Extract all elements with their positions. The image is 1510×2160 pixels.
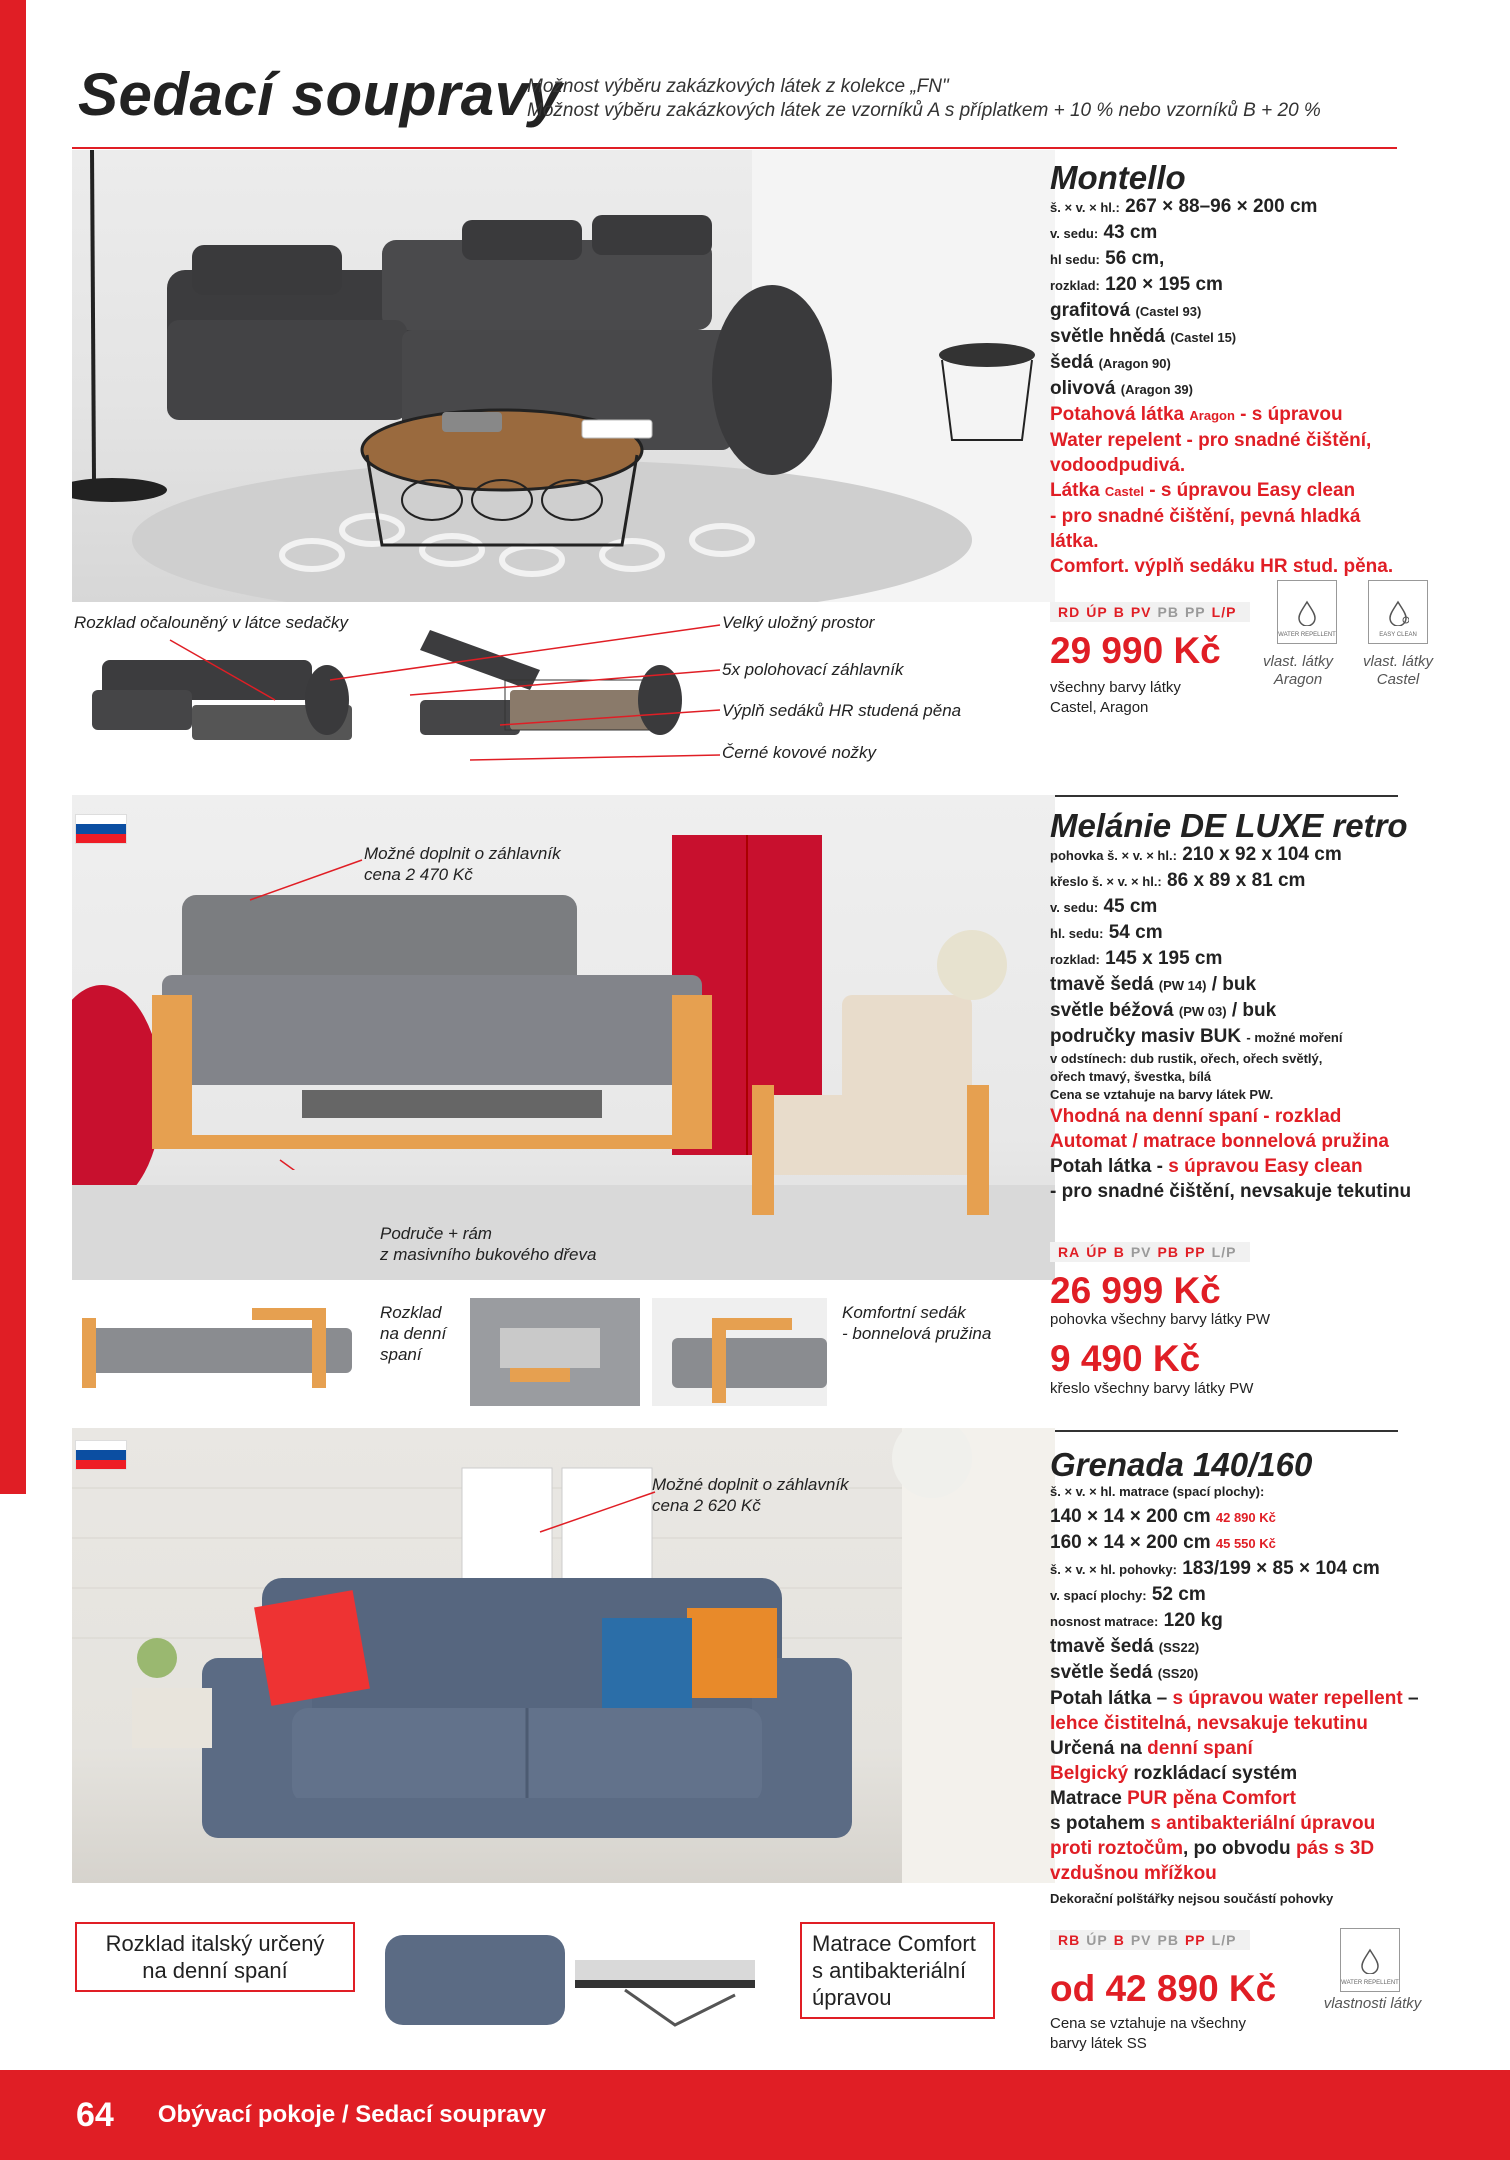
melanie-chair-price: 9 490 Kč xyxy=(1050,1338,1201,1379)
grenada-feature-7: proti roztočům, po obvodu pás s 3D xyxy=(1050,1838,1375,1859)
melanie-stain-1: v odstínech: dub rustik, ořech, ořech světlý, xyxy=(1050,1051,1323,1066)
melanie-feature-3: Potah látka - s úpravou Easy clean xyxy=(1050,1156,1363,1177)
grenada-feature-4: Belgický rozkládací systém xyxy=(1050,1763,1298,1784)
page-footer xyxy=(0,2070,1510,2160)
melanie-spec xyxy=(1050,807,1450,1204)
melanie-feature-2: Automat / matrace bonnelová pružina xyxy=(1050,1131,1389,1152)
grenada-price-note: Cena se vztahuje na všechny barvy látek SS xyxy=(1050,2015,1246,2052)
page-subtitle xyxy=(527,75,1321,123)
grenada-capacity: nosnost matrace: 120 kg xyxy=(1050,1610,1223,1631)
grenada-divider xyxy=(1050,1430,1398,1432)
grenada-box-bed: Rozklad italský určený na denní spaní xyxy=(75,1922,355,1992)
melanie-chair-dims: křeslo š. × v. × hl.: 86 x 89 x 81 cm xyxy=(1050,870,1306,891)
grenada-feature-1: Potah látka – s úpravou water repellent – xyxy=(1050,1688,1419,1709)
melanie-chair-price-note: křeslo všechny barvy látky PW xyxy=(1050,1380,1254,1397)
subtitle-line-1: Možnost výběru zakázkových látek z kolekce „FN" xyxy=(527,76,949,97)
montello-seat-depth: hl sedu: 56 cm, xyxy=(1050,248,1165,269)
grenada-mattress-160: 160 × 14 × 200 cm 45 550 Kč xyxy=(1050,1532,1276,1553)
page-title: Sedací soupravy xyxy=(78,61,563,128)
grenada-color-1: tmavě šedá (SS22) xyxy=(1050,1636,1200,1657)
melanie-stain-3: Cena se vztahuje na barvy látek PW. xyxy=(1050,1087,1274,1102)
melanie-caption-headrest: Možné doplnit o záhlavník cena 2 470 Kč xyxy=(364,844,561,884)
grenada-feature-3: Určená na denní spaní xyxy=(1050,1738,1253,1759)
montello-dims: š. × v. × hl.: 267 × 88–96 × 200 cm xyxy=(1050,196,1318,217)
montello-feature-4: Látka Castel - s úpravou Easy clean xyxy=(1050,480,1356,501)
montello-caption-legs: Černé kovové nožky xyxy=(722,743,877,762)
melanie-mechanism-photo xyxy=(470,1298,640,1406)
easy-clean-badge: EASY CLEAN xyxy=(1368,580,1428,644)
grenada-box-mattress: Matrace Comfort s antibakteriální úpravou xyxy=(800,1922,995,2019)
melanie-armrests: područky masiv BUK - možné moření xyxy=(1050,1026,1343,1047)
montello-price: 29 990 Kč xyxy=(1050,630,1221,671)
montello-feature-2: Water repelent - pro snadné čištění, xyxy=(1050,430,1372,451)
melanie-caption-seat: Komfortní sedák - bonnelová pružina xyxy=(842,1303,992,1343)
grenada-color-2: světle šedá (SS20) xyxy=(1050,1662,1199,1683)
grenada-bed-photo xyxy=(375,1905,785,2040)
grenada-badge-label: vlastnosti látky xyxy=(1323,1995,1422,2012)
slovakia-flag-grenada xyxy=(75,1440,127,1470)
grenada-spec xyxy=(1050,1446,1450,1911)
montello-callout-arrows xyxy=(80,615,800,780)
grenada-caption-headrest: Možné doplnit o záhlavník cena 2 620 Kč xyxy=(652,1475,849,1515)
montello-caption-rozklad: Rozklad očalouněný v látce sedačky xyxy=(74,613,349,632)
montello-seat-height: v. sedu: 43 cm xyxy=(1050,222,1158,243)
melanie-sofa-price: 26 999 Kč xyxy=(1050,1270,1221,1311)
clean-drop-icon xyxy=(1387,600,1409,626)
montello-badge-1-label: vlast. látky Aragon xyxy=(1262,653,1334,688)
melanie-seat-depth: hl. sedu: 54 cm xyxy=(1050,922,1163,943)
grenada-sleep-height: v. spací plochy: 52 cm xyxy=(1050,1584,1206,1605)
melanie-name: Melánie DE LUXE retro xyxy=(1050,807,1408,844)
water-repellent-badge: WATER REPELLENT xyxy=(1277,580,1337,644)
melanie-seat-height: v. sedu: 45 cm xyxy=(1050,896,1158,917)
water-drop-icon xyxy=(1359,1948,1381,1974)
montello-name: Montello xyxy=(1050,159,1186,196)
grenada-price: od 42 890 Kč xyxy=(1050,1968,1277,2009)
montello-caption-storage: Velký uložný prostor xyxy=(722,613,875,632)
grenada-feature-6: s potahem s antibakteriální úpravou xyxy=(1050,1813,1376,1834)
melanie-caption-frame: Područe + rám z masivního bukového dřeva xyxy=(380,1224,597,1264)
grenada-note: Dekorační polštářky nejsou součástí pohovky xyxy=(1050,1891,1334,1906)
montello-color-4: olivová (Aragon 39) xyxy=(1050,378,1193,399)
title-divider xyxy=(72,147,1397,149)
montello-color-3: šedá (Aragon 90) xyxy=(1050,352,1171,373)
grenada-tags: RB ÚP B PV PB PP L/P xyxy=(1050,1930,1250,1950)
montello-color-1: grafitová (Castel 93) xyxy=(1050,300,1202,321)
melanie-sofa-dims: pohovka š. × v. × hl.: 210 x 92 x 104 cm xyxy=(1050,844,1342,865)
montello-badge-2-label: vlast. látky Castel xyxy=(1362,653,1434,688)
montello-feature-1: Potahová látka Aragon - s úpravou xyxy=(1050,404,1343,425)
melanie-caption-bed: Rozklad na denní spaní xyxy=(380,1303,447,1364)
melanie-feature-4: - pro snadné čištění, nevsakuje tekutinu xyxy=(1050,1181,1412,1202)
melanie-callout-arrows xyxy=(240,840,760,1170)
montello-spec xyxy=(1050,159,1410,579)
montello-feature-6: Comfort. výplň sedáku HR stud. pěna. xyxy=(1050,556,1394,577)
melanie-bed-photo xyxy=(72,1298,362,1398)
grenada-water-repellent-badge: WATER REPELLENT xyxy=(1340,1928,1400,1992)
montello-feature-5: - pro snadné čištění, pevná hladká látka. xyxy=(1050,506,1361,552)
melanie-sofa-price-note: pohovka všechny barvy látky PW xyxy=(1050,1311,1271,1328)
grenada-sofa-dims: š. × v. × hl. pohovky: 183/199 × 85 × 104 cm xyxy=(1050,1558,1380,1579)
melanie-seat-photo xyxy=(652,1298,827,1406)
subtitle-line-2: Možnost výběru zakázkových látek ze vzorníků A s příplatkem + 10 % nebo vzorníků B + 20 % xyxy=(527,100,1321,121)
footer-section-title: Obývací pokoje / Sedací soupravy xyxy=(157,2101,546,2128)
grenada-name: Grenada 140/160 xyxy=(1050,1446,1313,1483)
montello-caption-foam: Výplň sedáků HR studená pěna xyxy=(722,701,962,720)
montello-price-note: všechny barvy látky Castel, Aragon xyxy=(1050,679,1181,716)
melanie-tags: RA ÚP B PV PB PP L/P xyxy=(1050,1242,1250,1262)
page-number: 64 xyxy=(76,2095,114,2134)
grenada-feature-5: Matrace PUR pěna Comfort xyxy=(1050,1788,1297,1809)
grenada-mattress-140: 140 × 14 × 200 cm 42 890 Kč xyxy=(1050,1506,1276,1527)
grenada-mattress-label: š. × v. × hl. matrace (spací plochy): xyxy=(1050,1484,1265,1499)
montello-caption-headrest: 5x polohovací záhlavník xyxy=(722,660,904,679)
montello-color-2: světle hnědá (Castel 15) xyxy=(1050,326,1237,347)
montello-bed-size: rozklad: 120 × 195 cm xyxy=(1050,274,1223,295)
montello-main-photo xyxy=(72,150,1055,602)
montello-tags: RD ÚP B PV PB PP L/P xyxy=(1050,602,1250,622)
grenada-feature-8: vzdušnou mřížkou xyxy=(1050,1863,1217,1884)
melanie-divider xyxy=(1050,795,1398,797)
grenada-feature-2: lehce čistitelná, nevsakuje tekutinu xyxy=(1050,1713,1368,1734)
melanie-stain-2: ořech tmavý, švestka, bílá xyxy=(1050,1069,1212,1084)
slovakia-flag-melanie xyxy=(75,814,127,844)
melanie-bed-size: rozklad: 145 x 195 cm xyxy=(1050,948,1223,969)
left-accent-bar xyxy=(0,0,26,1494)
water-drop-icon xyxy=(1296,600,1318,626)
melanie-feature-1: Vhodná na denní spaní - rozklad xyxy=(1050,1106,1342,1127)
melanie-color-2: světle béžová (PW 03) / buk xyxy=(1050,1000,1277,1021)
melanie-color-1: tmavě šedá (PW 14) / buk xyxy=(1050,974,1257,995)
montello-feature-3: vodoodpudivá. xyxy=(1050,455,1186,476)
